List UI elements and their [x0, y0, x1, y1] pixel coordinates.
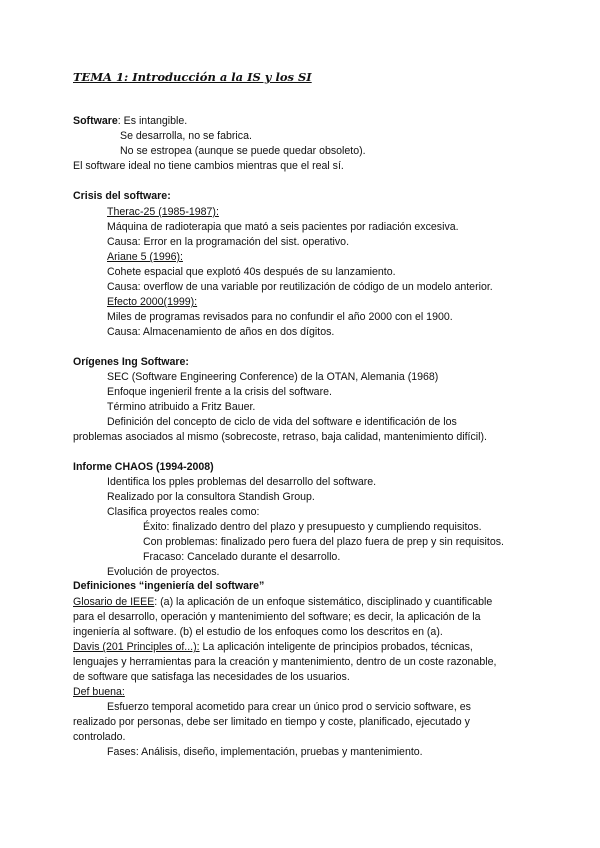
software-line-3: No se estropea (aunque se puede quedar obsoleto). — [120, 145, 366, 157]
origenes-line-5: problemas asociados al mismo (sobrecoste, retraso, baja calidad, mantenimiento difícil). — [73, 431, 487, 443]
chaos-heading: Informe CHAOS (1994-2008) — [73, 461, 214, 473]
davis-line-2: lenguajes y herramientas para la creación y mantenimiento, dentro de un coste razonable, — [73, 656, 497, 668]
ieee-label: Glosario de IEEE — [73, 596, 155, 608]
page-title: TEMA 1: Introducción a la IS y los SI — [73, 70, 312, 84]
chaos-evolucion: Evolución de proyectos. — [107, 566, 220, 578]
ariane-title: Ariane 5 (1996): — [107, 251, 183, 263]
software-line-4: El software ideal no tiene cambios mientras que el real sí. — [73, 160, 344, 172]
ariane-cause: Causa: overflow de una variable por reutilización de código de un modelo anterior. — [107, 281, 493, 293]
therac-title: Therac-25 (1985-1987): — [107, 206, 219, 218]
fases-line: Fases: Análisis, diseño, implementación, pruebas y mantenimiento. — [107, 746, 423, 758]
software-label: Software — [73, 115, 118, 127]
chaos-line-1: Identifica los pples problemas del desarrollo del software. — [107, 476, 377, 488]
therac-desc: Máquina de radioterapia que mató a seis pacientes por radiación excesiva. — [107, 221, 459, 233]
software-text-1: : Es intangible. — [117, 115, 188, 127]
origenes-line-3: Término atribuido a Fritz Bauer. — [107, 401, 256, 413]
davis-text-1: La aplicación inteligente de principios probados, técnicas, — [199, 641, 473, 653]
defbuena-line-3: controlado. — [73, 731, 126, 743]
ariane-desc: Cohete espacial que explotó 40s después de su lanzamiento. — [107, 266, 396, 278]
defbuena-line-1: Esfuerzo temporal acometido para crear un único prod o servicio software, es — [107, 701, 471, 713]
crisis-heading: Crisis del software: — [73, 190, 171, 202]
ieee-line-2: para el desarrollo, operación y mantenimiento del software; es decir, la aplicación de la — [73, 611, 481, 623]
y2k-cause: Causa: Almacenamiento de años en dos dígitos. — [107, 326, 335, 338]
defbuena-line-2: realizado por personas, debe ser limitado en tiempo y coste, planificado, ejecutado y — [73, 716, 470, 728]
chaos-fracaso: Fracaso: Cancelado durante el desarrollo. — [143, 551, 341, 563]
ieee-line-1 — [73, 595, 492, 609]
origenes-heading: Orígenes Ing Software: — [73, 356, 189, 368]
y2k-desc: Miles de programas revisados para no confundir el año 2000 con el 1900. — [107, 311, 453, 323]
davis-line-1 — [73, 640, 473, 654]
software-line-2: Se desarrolla, no se fabrica. — [120, 130, 252, 142]
chaos-exito: Éxito: finalizado dentro del plazo y presupuesto y cumpliendo requisitos. — [143, 521, 482, 533]
ieee-text-1: : (a) la aplicación de un enfoque sistemático, disciplinado y cuantificable — [154, 596, 493, 608]
y2k-title: Efecto 2000(1999): — [107, 296, 198, 308]
chaos-problemas: Con problemas: finalizado pero fuera del plazo fuera de prep y sin requisitos. — [143, 536, 504, 548]
origenes-line-1: SEC (Software Engineering Conference) de la OTAN, Alemania (1968) — [107, 371, 439, 383]
defbuena-label: Def buena: — [73, 686, 125, 698]
origenes-line-4: Definición del concepto de ciclo de vida del software e identificación de los — [107, 416, 457, 428]
ieee-line-3: ingeniería al software. (b) el estudio de los enfoques como los descritos en (a). — [73, 626, 443, 638]
davis-label: Davis (201 Principles of...): — [73, 641, 200, 653]
software-line-1 — [73, 114, 187, 128]
definiciones-heading: Definiciones “ingeniería del software” — [73, 580, 265, 592]
chaos-line-3: Clasifica proyectos reales como: — [107, 506, 260, 518]
origenes-line-2: Enfoque ingenieril frente a la crisis del software. — [107, 386, 332, 398]
therac-cause: Causa: Error en la programación del sist. operativo. — [107, 236, 350, 248]
davis-line-3: de software que satisfaga las necesidades de los usuarios. — [73, 671, 350, 683]
chaos-line-2: Realizado por la consultora Standish Group. — [107, 491, 315, 503]
